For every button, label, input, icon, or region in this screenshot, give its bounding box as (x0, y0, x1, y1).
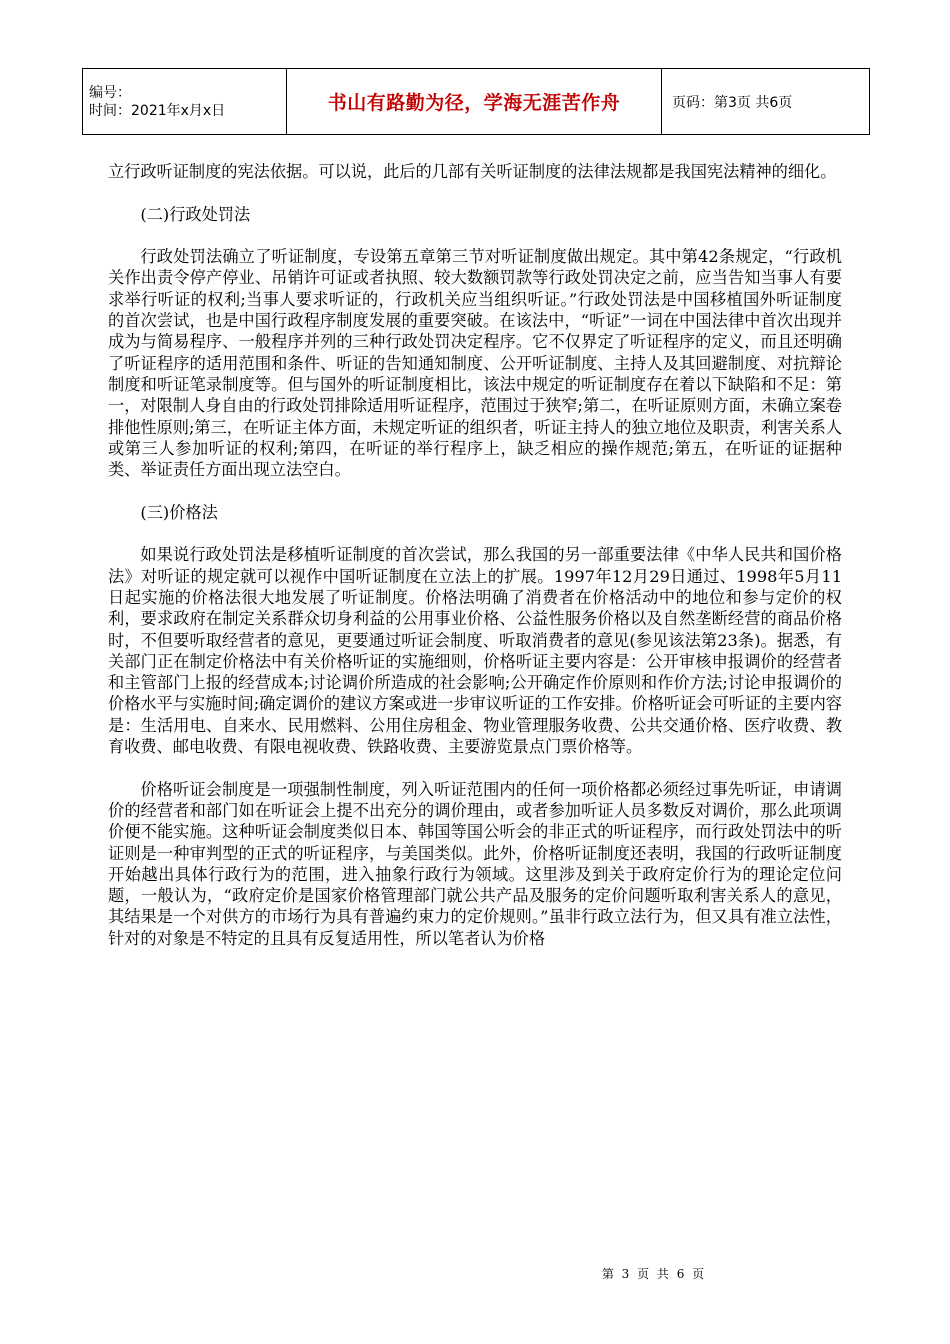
body-paragraph: 如果说行政处罚法是移植听证制度的首次尝试，那么我国的另一部重要法律《中华人民共和国价格法》对听证的规定就可以视作中国听证制度在立法上的扩展。1997年12月29日通过、1998年5月11日起实施的价格法很大地发展了听证制度。价格法明确了消费者在价格活动中的地位和参与定价的权利，要求政府在制定关系群众切身利益的公用事业价格、公益性服务价格以及自然垄断经营的商品价格时，不但要听取经营者的意见，更要通过听证会制度、听取消费者的意见(参见该法第23条)。据悉，有关部门正在制定价格法中有关价格听证的实施细则，价格听证主要内容是：公开审核申报调价的经营者和主管部门上报的经营成本;讨论调价所造成的社会影响;公开确定作价原则和作价方法;讨论申报调价的价格水平与实施时间;确定调价的建议方案或进一步审议听证的工作安排。价格听证会可听证的主要内容是：生活用电、自来水、民用燃料、公用住房租金、物业管理服务收费、公共交通价格、医疗收费、教育收费、邮电收费、有限电视收费、铁路收费、主要游览景点门票价格等。 (108, 545, 842, 757)
page-footer (0, 1265, 950, 1282)
body-paragraph-continuation: 立行政听证制度的宪法依据。可以说，此后的几部有关听证制度的法律法规都是我国宪法精神的细化。 (108, 162, 837, 181)
header-motto: 书山有路勤为径，学海无涯苦作舟 (287, 69, 662, 135)
document-body (108, 161, 842, 970)
section-heading-price-law: (三)价格法 (140, 502, 218, 522)
footer-page-number: 第 3 页 共 6 页 (601, 1267, 707, 1281)
document-number-label: 编号： (89, 84, 131, 101)
document-time-label: 时间：2021年x月x日 (89, 102, 226, 119)
section-heading-administrative-penalty-law: (二)行政处罚法 (140, 204, 251, 224)
header-meta-cell (83, 69, 287, 135)
body-paragraph: 行政处罚法确立了听证制度，专设第五章第三节对听证制度做出规定。其中第42条规定，“行政机关作出责令停产停业、吊销许可证或者执照、较大数额罚款等行政处罚决定之前，应当告知当事人有要求举行听证的权利;当事人要求听证的，行政机关应当组织听证。”行政处罚法是中国移植国外听证制度的首次尝试，也是中国行政程序制度发展的重要突破。在该法中，“听证”一词在中国法律中首次出现并成为与简易程序、一般程序并列的三种行政处罚决定程序。它不仅界定了听证程序的定义，而且还明确了听证程序的适用范围和条件、听证的告知通知制度、公开听证制度、主持人及其回避制度、对抗辩论制度和听证笔录制度等。但与国外的听证制度相比，该法中规定的听证制度存在着以下缺陷和不足：第一，对限制人身自由的行政处罚排除适用听证程序，范围过于狭窄;第二，在听证原则方面，未确立案卷排他性原则;第三，在听证主体方面，未规定听证的组织者，听证主持人的独立地位及职责，利害关系人或第三人参加听证的权利;第四，在听证的举行程序上，缺乏相应的操作规范;第五，在听证的证据种类、举证责任方面出现立法空白。 (108, 247, 842, 480)
header-page-info: 页码：第3页 共6页 (662, 69, 870, 135)
body-paragraph: 价格听证会制度是一项强制性制度，列入听证范围内的任何一项价格都必须经过事先听证，申请调价的经营者和部门如在听证会上提不出充分的调价理由，或者参加听证人员多数反对调价，那么此项调价便不能实施。这种听证会制度类似日本、韩国等国公听会的非正式的听证程序，而行政处罚法中的听证则是一种审判型的正式的听证程序，与美国类似。此外，价格听证制度还表明，我国的行政听证制度开始越出具体行政行为的范围，进入抽象行政行为领域。这里涉及到关于政府定价行为的理论定位问题，一般认为，“政府定价是国家价格管理部门就公共产品及服务的定价问题听取利害关系人的意见，其结果是一个对供方的市场行为具有普遍约束力的定价规则。”虽非行政立法行为，但又具有准立法性，针对的对象是不特定的且具有反复适用性，所以笔者认为价格 (108, 779, 842, 948)
header-table (82, 68, 870, 135)
